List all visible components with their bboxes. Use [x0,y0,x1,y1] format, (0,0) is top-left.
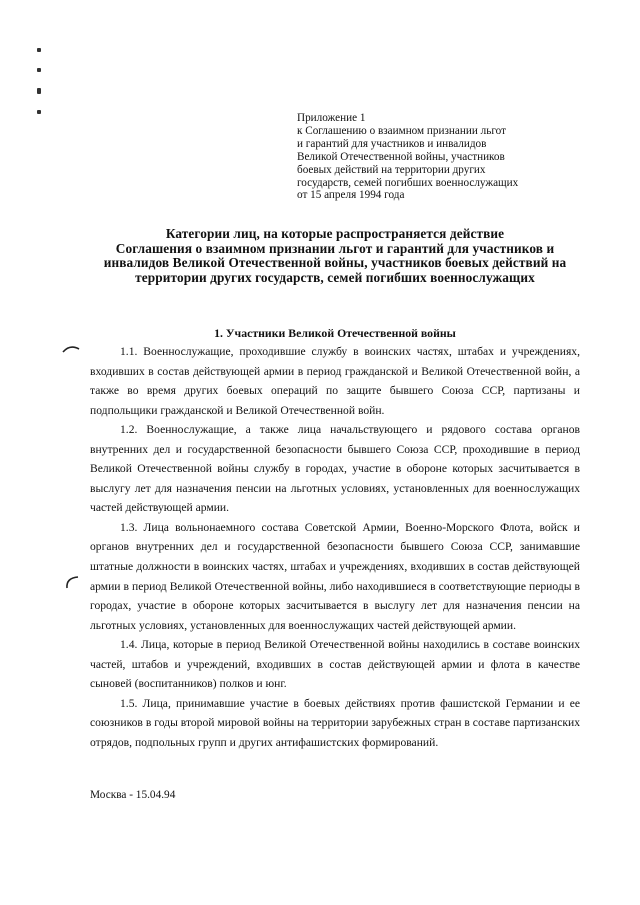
annex-line: от 15 апреля 1994 года [297,189,405,202]
title-line: Категории лиц, на которые распространяется действие [165,226,505,241]
annex-line: и гарантий для участников и инвалидов [297,137,487,150]
punch-hole-mark [62,343,80,353]
scan-margin-marks [37,48,49,118]
title-line: Соглашения о взаимном признании льгот и гарантий для участников и [115,240,555,256]
title-line: инвалидов Великой Отечественной войны, участников боевых действий на [103,255,567,271]
paragraph: 1.1. Военнослужащие, проходившие службу в воинских частях, штабах и учреждениях, входивших в состав действующей армии в период гражданской и Великой Отечественной войн, а также во время других боевых операций по защите бывшего Союза ССР, партизаны и подпольщики гражданской и Великой Отечественной войн. [90,345,580,417]
document-title [90,227,580,286]
annex-line: Приложение 1 [297,112,366,124]
annex-line: Великой Отечественной войны, участников [297,150,505,163]
section-body [90,342,580,752]
place-date: Москва - 15.04.94 [90,789,176,801]
section-heading: 1. Участники Великой Отечественной войны [214,326,456,340]
paragraph: 1.4. Лица, которые в период Великой Отечественной войны находились в составе воинских частей, штабов и учреждений, входивших в состав действующей армии и флота в качестве сыновей (воспитанников) полков и юнг. [90,638,580,691]
paragraph: 1.3. Лица вольнонаемного состава Советской Армии, Военно-Морского Флота, войск и органов внутренних дел и государственной безопасности бывшего Союза ССР, занимавшие штатные должности в воинских частях, штабах и учреждениях, входивших в состав действующей армии в период Великой Отечественной войны, либо находившиеся в соответствующие периоды в городах, участие в обороне которых засчитывается в выслугу лет для назначения пенсии на льготных условиях, установленных для военнослужащих частей действующей армии. [90,520,580,632]
paragraph: 1.5. Лица, принимавшие участие в боевых действиях против фашистской Германии и ее союзников в годы второй мировой войны на территории зарубежных стран в составе партизанских отрядов, подпольных групп и других антифашистских формирований. [90,696,580,749]
annex-line: боевых действий на территории других [297,163,486,176]
annex-line: к Соглашению о взаимном признании льгот [297,124,506,137]
paragraph: 1.2. Военнослужащие, а также лица начальствующего и рядового состава органов внутренних дел и государственной безопасности бывшего Союза ССР, проходившие в период Великой Отечественной войны службу в городах, участие в обороне которых засчитывается в выслугу лет для назначения пенсии на льготных условиях, установленных для военнослужащих частей действующей армии. [90,423,580,515]
annex-line: государств, семей погибших военнослужащих [297,176,519,189]
title-line: территории других государств, семей погибших военнослужащих [135,270,535,286]
punch-hole-mark [62,575,80,585]
annex-reference [297,112,597,202]
